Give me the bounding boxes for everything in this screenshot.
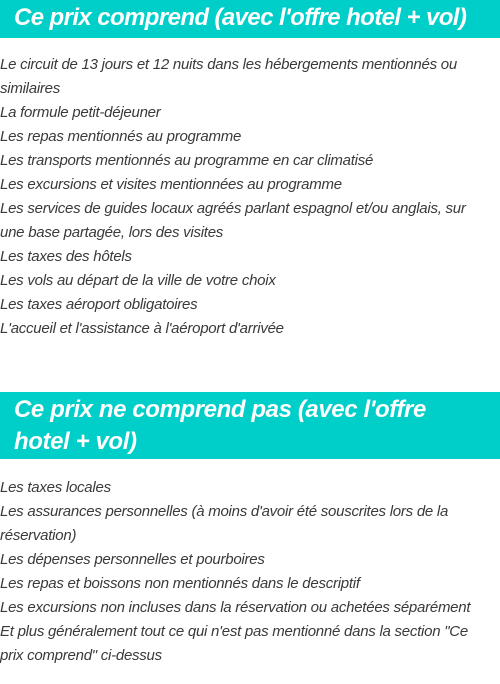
list-item: Les taxes des hôtels — [0, 248, 132, 265]
list-item: La formule petit-déjeuner — [0, 104, 161, 121]
list-item: L'accueil et l'assistance à l'aéroport d'arrivée — [0, 320, 284, 337]
list-item: Les repas et boissons non mentionnés dans le descriptif — [0, 575, 360, 592]
list-item: Les taxes locales — [0, 479, 111, 496]
list-item: Les dépenses personnelles et pourboires — [0, 551, 265, 568]
excludes-list — [0, 476, 484, 668]
includes-list — [0, 53, 484, 341]
excludes-section-title: Ce prix ne comprend pas (avec l'offre hotel + vol) — [0, 392, 500, 459]
list-item: Les repas mentionnés au programme — [0, 128, 242, 145]
list-item: Les excursions non incluses dans la réservation ou achetées séparément — [0, 599, 471, 616]
list-item: Les assurances personnelles (à moins d'avoir été souscrites lors de la réservation) — [0, 503, 449, 544]
list-item: Les services de guides locaux agréés parlant espagnol et/ou anglais, sur une base partagée, lors des visites — [0, 200, 466, 241]
includes-section-title: Ce prix comprend (avec l'offre hotel + vol) — [0, 0, 500, 38]
list-item: Et plus généralement tout ce qui n'est pas mentionné dans la section "Ce prix comprend" ci-dessus — [0, 623, 468, 664]
list-item: Les vols au départ de la ville de votre choix — [0, 272, 276, 289]
list-item: Les taxes aéroport obligatoires — [0, 296, 198, 313]
list-item: Le circuit de 13 jours et 12 nuits dans les hébergements mentionnés ou similaires — [0, 56, 457, 97]
list-item: Les transports mentionnés au programme en car climatisé — [0, 152, 374, 169]
list-item: Les excursions et visites mentionnées au programme — [0, 176, 342, 193]
